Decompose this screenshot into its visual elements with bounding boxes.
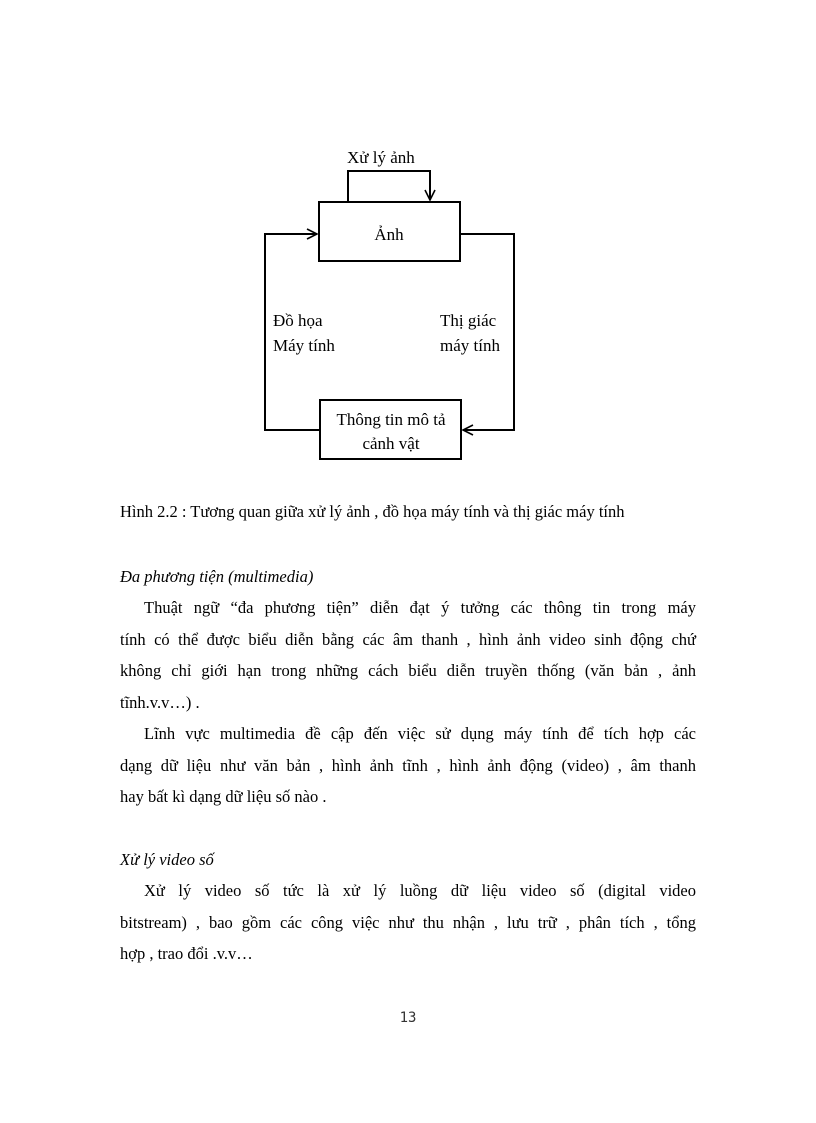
figure-caption: Hình 2.2 : Tương quan giữa xử lý ảnh , đồ họa máy tính và thị giác máy tính: [120, 502, 625, 521]
paragraph-digital-video: [120, 875, 696, 970]
text-line: Lĩnh vực multimedia đề cập đến việc sử dụng máy tính để tích hợp các: [144, 724, 696, 743]
label-computer-graphics-line1: Đồ họa: [273, 311, 323, 330]
text-line: bitstream) , bao gồm các công việc như thu nhận , lưu trữ , phân tích , tổng: [120, 912, 696, 932]
text-line: tĩnh.v.v…) .: [120, 692, 200, 712]
label-computer-vision-line2: máy tính: [440, 336, 500, 355]
text-line: hay bất kì dạng dữ liệu số nào .: [120, 787, 327, 806]
arrow-computer-graphics: [265, 234, 320, 430]
loop-arrow-image-processing: [348, 171, 430, 202]
label-computer-graphics-line2: Máy tính: [273, 336, 335, 355]
image-processing-relationship-diagram: [0, 0, 816, 480]
paragraph-multimedia-definition: [120, 592, 696, 718]
text-line: hợp , trao đổi .v.v…: [120, 944, 253, 963]
text-line: tính có thể được biểu diễn bằng các âm thanh , hình ảnh video sinh động chứ: [120, 629, 696, 649]
label-computer-vision-line1: Thị giác: [440, 311, 497, 330]
section-heading-multimedia: Đa phương tiện (multimedia): [120, 567, 314, 586]
text-line: Xử lý video số tức là xử lý luồng dữ liệu video số (digital video: [144, 881, 696, 900]
box-scene-description-line1: Thông tin mô tả: [336, 410, 446, 429]
text-line: Thuật ngữ “đa phương tiện” diễn đạt ý tưởng các thông tin trong máy: [144, 598, 696, 617]
label-image-processing: Xử lý ảnh: [347, 148, 415, 167]
paragraph-multimedia-field: [120, 718, 696, 813]
section-heading-digital-video: Xử lý video số: [120, 850, 214, 869]
box-image-label: Ảnh: [374, 225, 404, 244]
box-scene-description-line2: cảnh vật: [362, 434, 420, 453]
text-line: không chỉ giới hạn trong những cách biểu diễn truyền thống (văn bản , ảnh: [120, 661, 696, 680]
text-line: dạng dữ liệu như văn bản , hình ảnh tĩnh , hình ảnh động (video) , âm thanh: [120, 755, 696, 775]
arrow-computer-vision: [460, 234, 514, 430]
page-number: 13: [399, 1010, 417, 1026]
